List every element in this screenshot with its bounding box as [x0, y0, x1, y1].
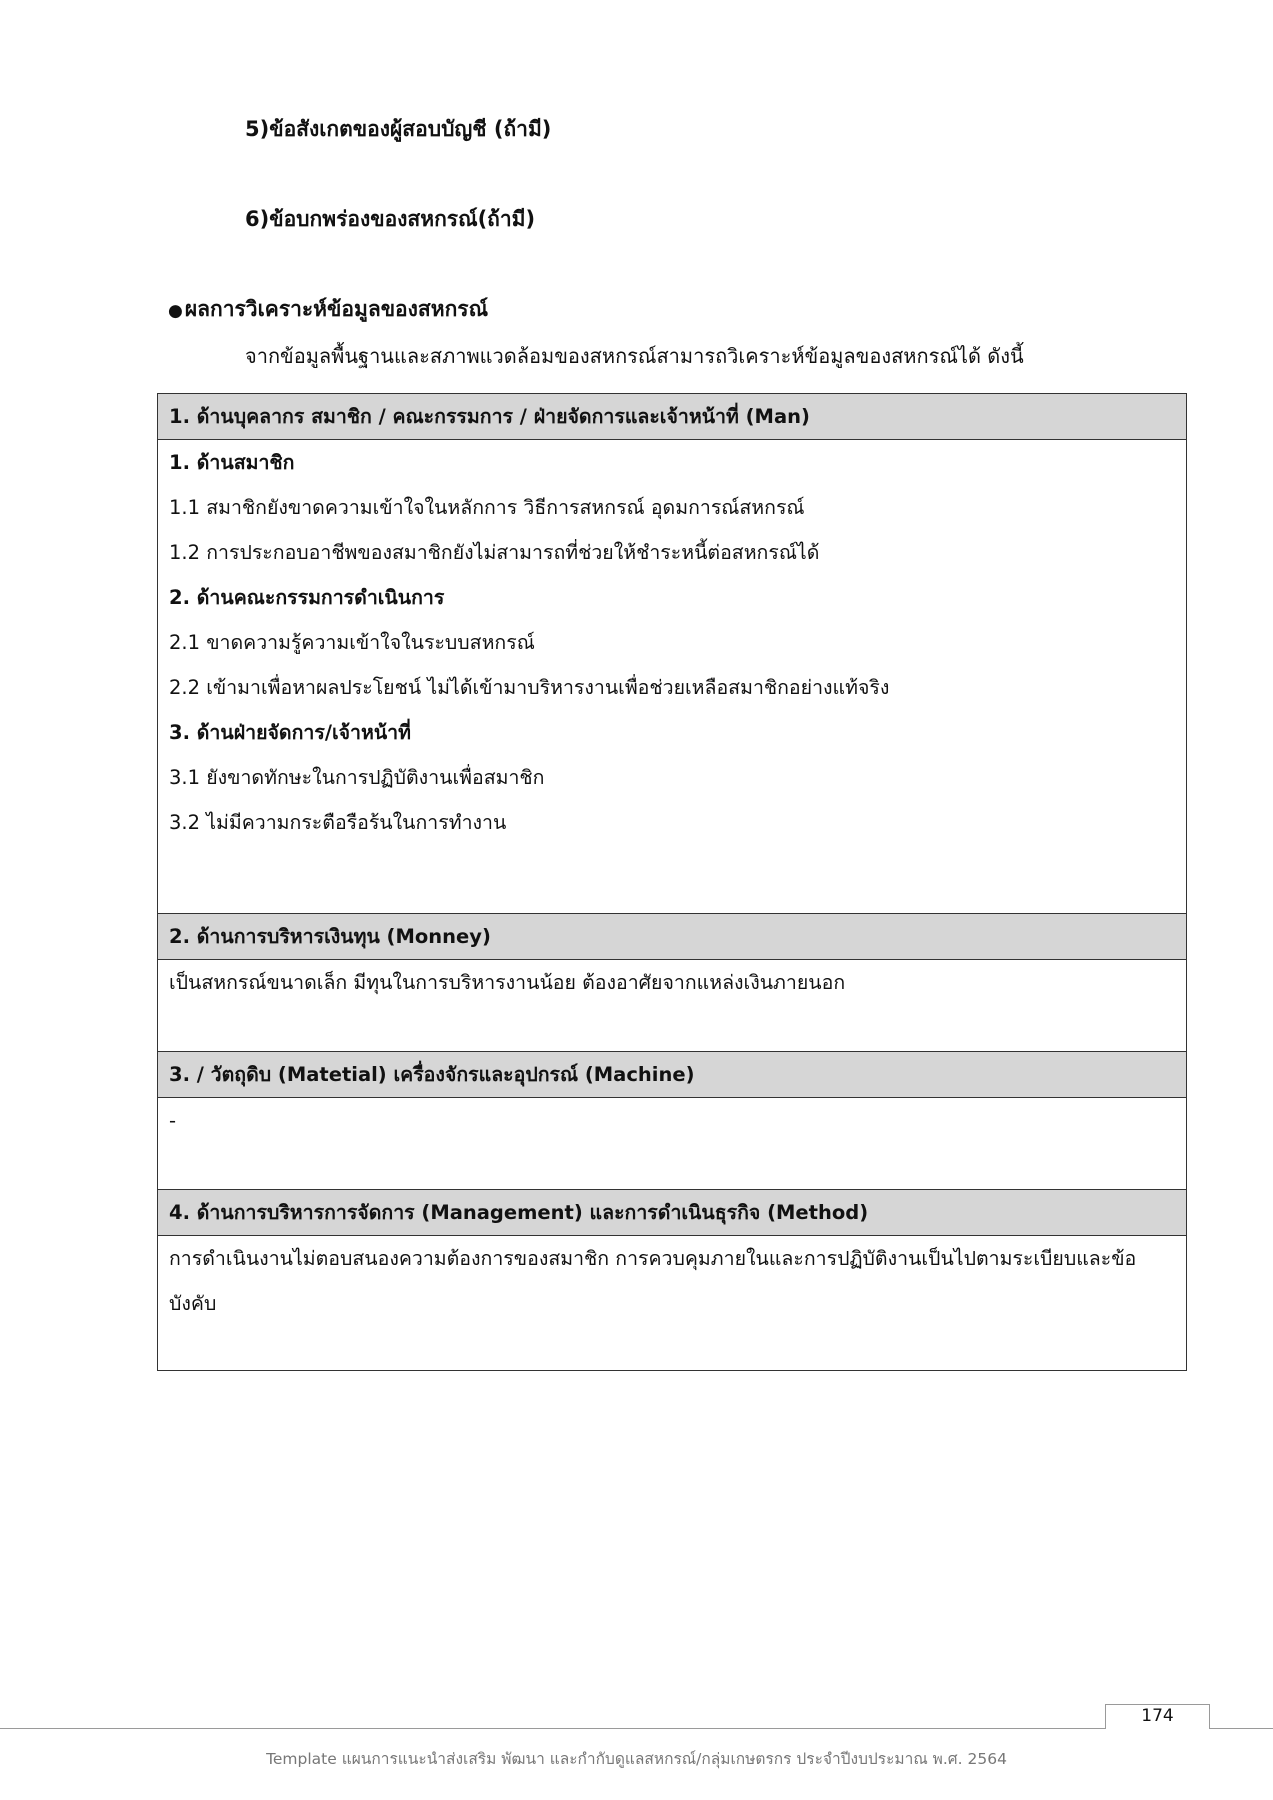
- man-section-body: [158, 440, 1187, 914]
- list-item: 1.1 สมาชิกยังขาดความเข้าใจในหลักการ วิธีการสหกรณ์ อุดมการณ์สหกรณ์: [169, 496, 805, 519]
- heading-analysis: [168, 293, 488, 326]
- section-body-row: [158, 960, 1187, 1052]
- list-item: 3.1 ยังขาดทักษะในการปฏิบัติงานเพื่อสมาชิก: [169, 766, 545, 789]
- intro-paragraph: จากข้อมูลพื้นฐานและสภาพแวดล้อมของสหกรณ์สามารถวิเคราะห์ข้อมูลของสหกรณ์ได้ ดังนี้: [245, 344, 1024, 368]
- material-text: -: [169, 1109, 177, 1132]
- material-section-header: 3. / วัตถุดิบ (Matetial) เครื่องจักรและอุปกรณ์ (Machine): [158, 1052, 1187, 1098]
- section-body-row: [158, 440, 1187, 914]
- heading-auditor-notes: 5)ข้อสังเกตของผู้สอบบัญชี (ถ้ามี): [245, 117, 552, 141]
- analysis-title: ผลการวิเคราะห์ข้อมูลของสหกรณ์: [184, 297, 489, 321]
- page-number: 174: [1105, 1704, 1210, 1729]
- management-text: การดำเนินงานไม่ตอบสนองความต้องการของสมาชิก การควบคุมภายในและการปฏิบัติงานเป็นไปตามระเบียบและข้อบังคับ: [169, 1247, 1137, 1315]
- list-item: 1.2 การประกอบอาชีพของสมาชิกยังไม่สามารถที่ช่วยให้ชำระหนี้ต่อสหกรณ์ได้: [169, 541, 820, 564]
- man-section-header: 1. ด้านบุคลากร สมาชิก / คณะกรรมการ / ฝ่ายจัดการและเจ้าหน้าที่ (Man): [158, 394, 1187, 440]
- section-header-row: [158, 1190, 1187, 1236]
- section-body-row: [158, 1236, 1187, 1371]
- list-item: 2.2 เข้ามาเพื่อหาผลประโยชน์ ไม่ได้เข้ามาบริหารงานเพื่อช่วยเหลือสมาชิกอย่างแท้จริง: [169, 676, 890, 699]
- subheading-members: 1. ด้านสมาชิก: [169, 451, 295, 474]
- list-item: 2.1 ขาดความรู้ความเข้าใจในระบบสหกรณ์: [169, 631, 535, 654]
- material-section-body: [158, 1098, 1187, 1190]
- money-section-header: 2. ด้านการบริหารเงินทุน (Monney): [158, 914, 1187, 960]
- section-body-row: [158, 1098, 1187, 1190]
- subheading-committee: 2. ด้านคณะกรรมการดำเนินการ: [169, 586, 445, 609]
- money-text: เป็นสหกรณ์ขนาดเล็ก มีทุนในการบริหารงานน้อย ต้องอาศัยจากแหล่งเงินภายนอก: [169, 971, 846, 994]
- list-item: 3.2 ไม่มีความกระตือรือร้นในการทำงาน: [169, 811, 507, 834]
- footer-divider: [0, 1728, 1273, 1729]
- bullet-icon: ●: [168, 301, 183, 321]
- management-section-body: [158, 1236, 1187, 1371]
- money-section-body: [158, 960, 1187, 1052]
- heading-coop-deficiencies: 6)ข้อบกพร่องของสหกรณ์(ถ้ามี): [245, 207, 536, 231]
- management-section-header: 4. ด้านการบริหารการจัดการ (Management) และการดำเนินธุรกิจ (Method): [158, 1190, 1187, 1236]
- analysis-table: [157, 393, 1187, 1371]
- section-header-row: [158, 394, 1187, 440]
- section-header-row: [158, 1052, 1187, 1098]
- section-header-row: [158, 914, 1187, 960]
- subheading-management-staff: 3. ด้านฝ่ายจัดการ/เจ้าหน้าที่: [169, 721, 411, 744]
- footer-text: Template แผนการแนะนำส่งเสริม พัฒนา และกำกับดูแลสหกรณ์/กลุ่มเกษตรกร ประจำปีงบประมาณ พ.ศ. 2564: [266, 1750, 1007, 1768]
